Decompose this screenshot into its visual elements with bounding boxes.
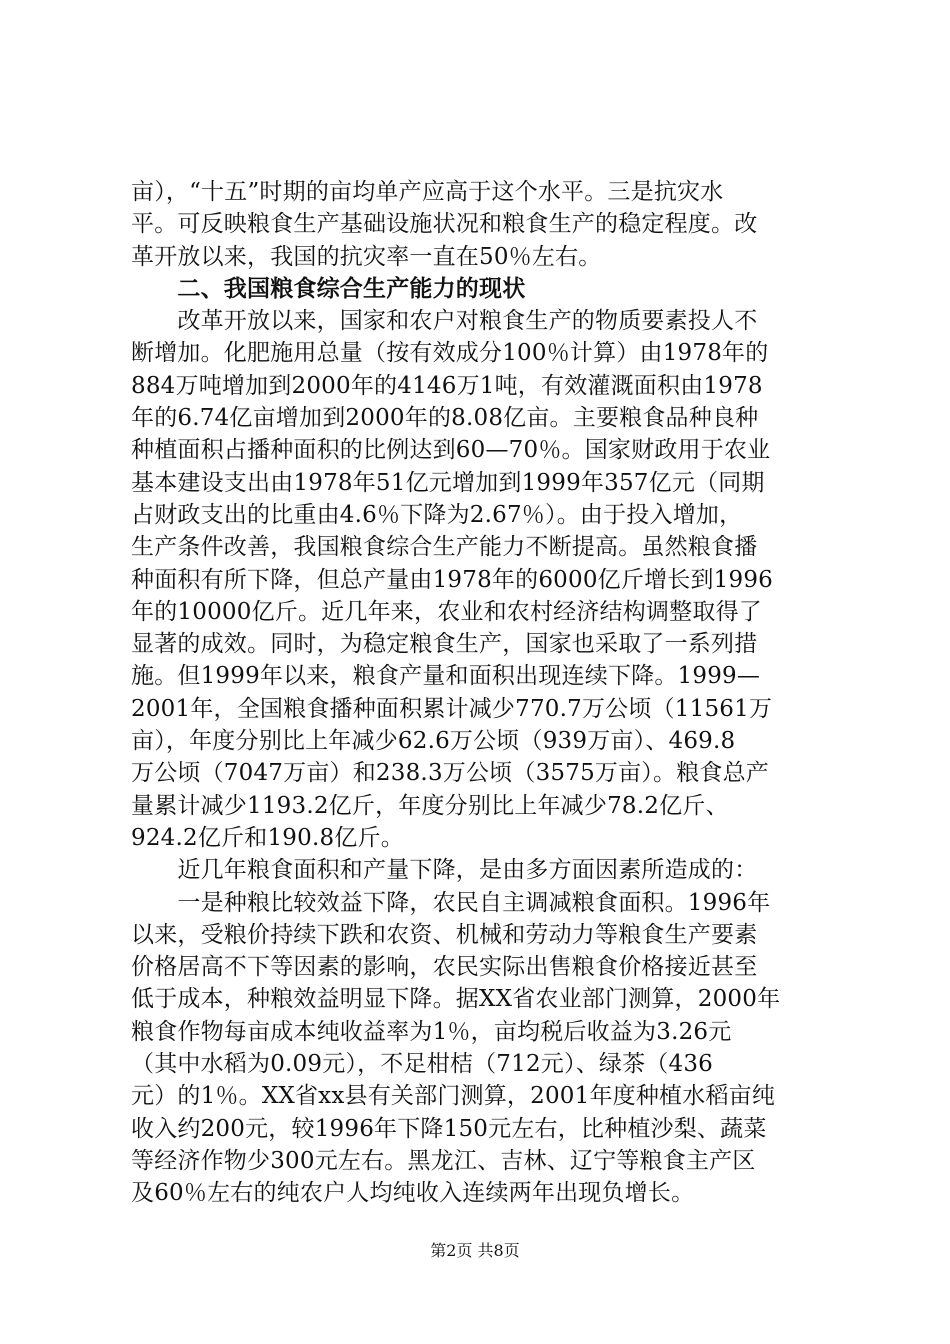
text-line: 断增加。化肥施用总量（按有效成分100％计算）由1978年的 bbox=[131, 340, 769, 367]
text-line: 革开放以来，我国的抗灾率一直在50％左右。 bbox=[131, 243, 602, 270]
text-line: 生产条件改善，我国粮食综合生产能力不断提高。虽然粮食播 bbox=[131, 534, 758, 561]
text-line: 种面积有所下降，但总产量由1978年的6000亿斤增长到1996 bbox=[131, 566, 773, 593]
text-line: 一是种粮比较效益下降，农民自主调减粮食面积。1996年 bbox=[131, 889, 771, 916]
text-line: 等经济作物少300元左右。黑龙江、吉林、辽宁等粮食主产区 bbox=[131, 1147, 756, 1174]
text-line: 基本建设支出由1978年51亿元增加到1999年357亿元（同期 bbox=[131, 469, 765, 496]
text-line: 年的6.74亿亩增加到2000年的8.08亿亩。主要粮食品种良种 bbox=[131, 405, 759, 432]
text-line: 价格居高不下等因素的影响，农民实际出售粮食价格接近甚至 bbox=[131, 954, 758, 981]
text-line: 粮食作物每亩成本纯收益率为1％，亩均税后收益为3.26元 bbox=[131, 1018, 732, 1045]
text-line: 显著的成效。同时，为稳定粮食生产，国家也采取了一系列措 bbox=[131, 631, 758, 658]
text-line: 量累计减少1193.2亿斤，年度分别比上年减少78.2亿斤、 bbox=[131, 792, 729, 819]
text-line: 884万吨增加到2000年的4146万1吨，有效灌溉面积由1978 bbox=[131, 372, 763, 399]
text-line: 2001年，全国粮食播种面积累计减少770.7万公顷（11561万 bbox=[131, 695, 773, 722]
text-line: 以来，受粮价持续下跌和农资、机械和劳动力等粮食生产要素 bbox=[131, 921, 758, 948]
text-line: 施。但1999年以来，粮食产量和面积出现连续下降。1999— bbox=[131, 663, 761, 690]
text-line: 收入约200元，较1996年下降150元左右，比种植沙梨、蔬菜 bbox=[131, 1115, 767, 1142]
text-line: 近几年粮食面积和产量下降，是由多方面因素所造成的： bbox=[131, 857, 758, 884]
text-line: 低于成本，种粮效益明显下降。据XX省农业部门测算，2000年 bbox=[131, 986, 781, 1013]
text-line: （其中水稻为0.09元），不足柑桔（712元）、绿茶（436 bbox=[131, 1051, 714, 1078]
text-line: 改革开放以来，国家和农户对粮食生产的物质要素投人不 bbox=[131, 308, 758, 335]
text-line: 亩），年度分别比上年减少62.6万公顷（939万亩）、469.8 bbox=[131, 728, 736, 755]
text-line: 924.2亿斤和190.8亿斤。 bbox=[131, 824, 404, 851]
text-line: 万公顷（7047万亩）和238.3万公顷（3575万亩）。粮食总产 bbox=[131, 760, 770, 787]
text-line: 元）的1％。XX省xx县有关部门测算，2001年度种植水稻亩纯 bbox=[131, 1083, 776, 1110]
text-line: 种植面积占播种面积的比例达到60—70％。国家财政用于农业 bbox=[131, 437, 771, 464]
section-heading: 二、我国粮食综合生产能力的现状 bbox=[131, 275, 526, 302]
text-line: 占财政支出的比重由4.6％下降为2.67％）。由于投入增加， bbox=[131, 501, 743, 528]
text-line: 平。可反映粮食生产基础设施状况和粮食生产的稳定程度。改 bbox=[131, 211, 758, 238]
text-line: 及60％左右的纯农户人均纯收入连续两年出现负增长。 bbox=[131, 1180, 695, 1207]
document-body bbox=[131, 176, 831, 1210]
text-line: 亩），“十五”时期的亩均单产应高于这个水平。三是抗灾水 bbox=[131, 179, 724, 205]
page-footer: 第2页 共8页 bbox=[430, 1241, 520, 1260]
text-line: 年的10000亿斤。近几年来，农业和农村经济结构调整取得了 bbox=[131, 598, 762, 625]
